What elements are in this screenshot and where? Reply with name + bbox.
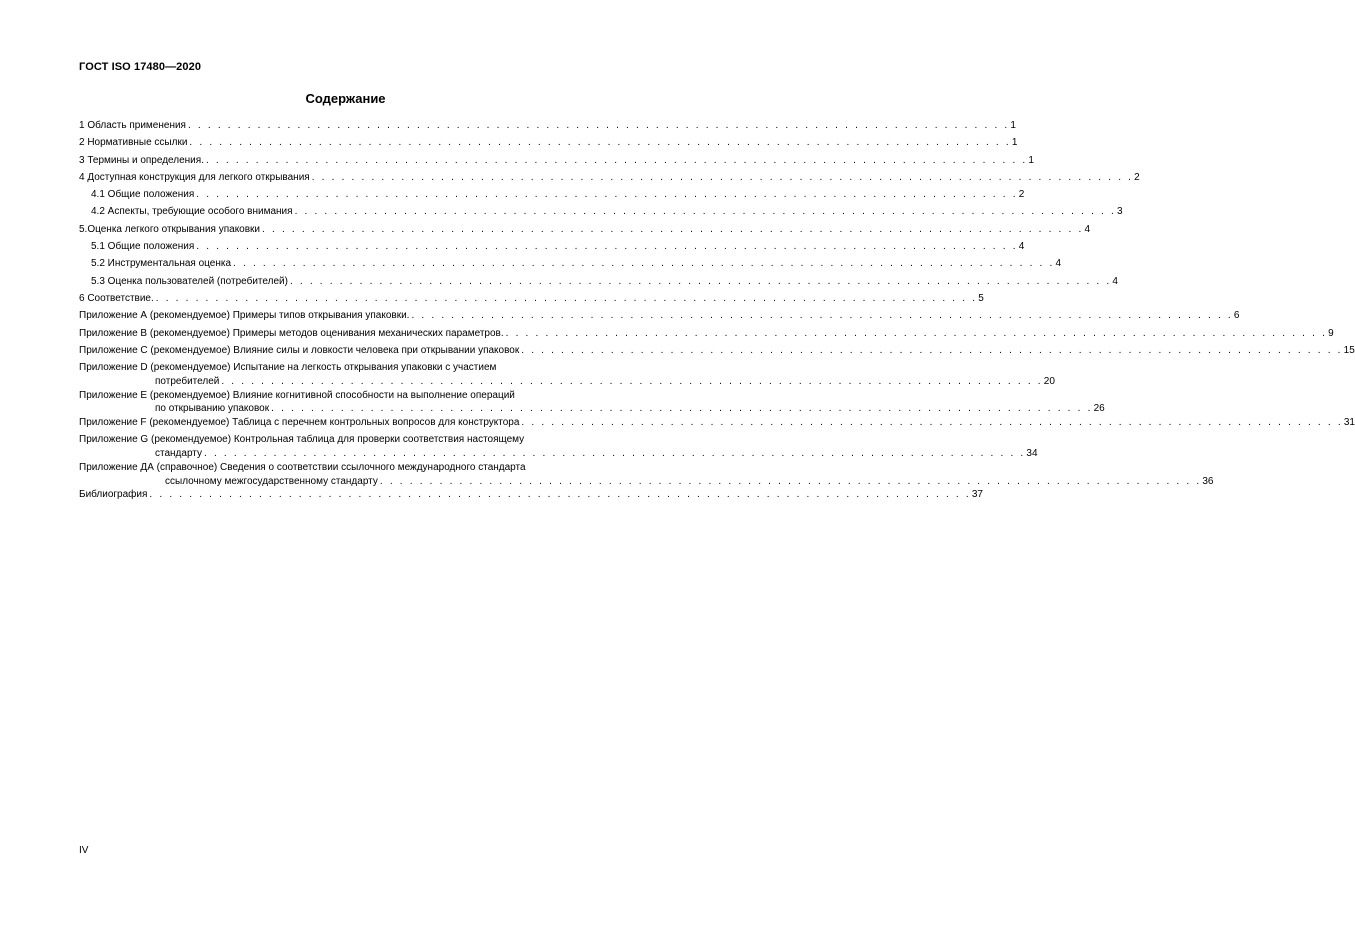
- toc-entry[interactable]: [79, 416, 1355, 433]
- table-of-contents: [79, 119, 1355, 506]
- toc-entry-page: 4: [1112, 275, 1118, 287]
- toc-entry-title: 6 Соответствие.: [79, 292, 154, 304]
- toc-entry-title: 4.2 Аспекты, требующие особого внимания: [91, 206, 293, 218]
- toc-entry-title: 4 Доступная конструкция для легкого открывания: [79, 171, 310, 183]
- toc-entry-page: 4: [1055, 258, 1062, 270]
- dot-leader: . . . . . . . . . . . . . . . . . . . . . . . . . . . . . . . . . . . . . . . . . . . . . . . . . . . . . . . . . . . . . . . . . . . . . . . . . . . . . . . . . . .: [289, 275, 1112, 287]
- toc-entry[interactable]: [79, 188, 1025, 205]
- toc-entry-title: Приложение D (рекомендуемое) Испытание на легкость открывания упаковки с участием: [79, 362, 497, 374]
- toc-entry[interactable]: [79, 119, 1016, 136]
- dot-leader: . . . . . . . . . . . . . . . . . . . . . . . . . . . . . . . . . . . . . . . . . . . . . . . . . . . . . . . . . . . . . . . . . . . . . . . . . . . . . . . . . . .: [262, 223, 1084, 235]
- toc-entry-page: 20: [1043, 375, 1055, 387]
- toc-entry[interactable]: [79, 361, 1055, 388]
- dot-leader: . . . . . . . . . . . . . . . . . . . . . . . . . . . . . . . . . . . . . . . . . . . . . . . . . . . . . . . . . . . . . . . . . . . . . . . . . . . . . . . . . . .: [521, 344, 1343, 356]
- toc-entry[interactable]: [79, 223, 1091, 240]
- dot-leader: . . . . . . . . . . . . . . . . . . . . . . . . . . . . . . . . . . . . . . . . . . . . . . . . . . . . . . . . . . . . . . . . . . . . . . . . . . . . . . . . . . .: [233, 258, 1055, 270]
- dot-leader: . . . . . . . . . . . . . . . . . . . . . . . . . . . . . . . . . . . . . . . . . . . . . . . . . . . . . . . . . . . . . . . . . . . . . . . . . . . . . . . . . . .: [187, 120, 1010, 131]
- toc-entry-title: по открыванию упаковок: [155, 403, 270, 415]
- toc-entry[interactable]: [79, 154, 1034, 171]
- toc-entry-title: Библиография: [79, 489, 148, 501]
- dot-leader: . . . . . . . . . . . . . . . . . . . . . . . . . . . . . . . . . . . . . . . . . . . . . . . . . . . . . . . . . . . . . . . . . . . . . . . . . . . . . . . . . . .: [271, 403, 1093, 415]
- toc-entry[interactable]: [79, 389, 1105, 416]
- toc-entry-title: 4.1 Общие положения: [91, 189, 195, 201]
- toc-entry-title: Приложение Е (рекомендуемое) Влияние когнитивной способности на выполнение операций: [79, 389, 515, 401]
- dot-leader: . . . . . . . . . . . . . . . . . . . . . . . . . . . . . . . . . . . . . . . . . . . . . . . . . . . . . . . . . . . . . . . . . . . . . . . . . . . . . . . . . . .: [411, 310, 1233, 322]
- dot-leader: . . . . . . . . . . . . . . . . . . . . . . . . . . . . . . . . . . . . . . . . . . . . . . . . . . . . . . . . . . . . . . . . . . . . . . . . . . . . . . . . . . .: [294, 206, 1116, 218]
- toc-entry-title: потребителей: [155, 375, 220, 387]
- toc-entry[interactable]: [79, 344, 1355, 361]
- dot-leader: . . . . . . . . . . . . . . . . . . . . . . . . . . . . . . . . . . . . . . . . . . . . . . . . . . . . . . . . . . . . . . . . . . . . . . . . . . . . . . . . . . .: [149, 489, 971, 501]
- toc-entry-page: 2: [1018, 189, 1025, 201]
- dot-leader: . . . . . . . . . . . . . . . . . . . . . . . . . . . . . . . . . . . . . . . . . . . . . . . . . . . . . . . . . . . . . . . . . . . . . . . . . . . . . . . . . . .: [311, 171, 1134, 183]
- toc-entry-page: 4: [1084, 223, 1091, 235]
- dot-leader: . . . . . . . . . . . . . . . . . . . . . . . . . . . . . . . . . . . . . . . . . . . . . . . . . . . . . . . . . . . . . . . . . . . . . . . . . . . . . . . . . . .: [189, 137, 1011, 149]
- dot-leader: . . . . . . . . . . . . . . . . . . . . . . . . . . . . . . . . . . . . . . . . . . . . . . . . . . . . . . . . . . . . . . . . . . . . . . . . . . . . . . . . . . .: [196, 241, 1018, 253]
- toc-entry-page: 37: [971, 489, 983, 501]
- toc-entry-page: 34: [1026, 448, 1038, 460]
- toc-entry-title: 5.1 Общие положения: [91, 241, 195, 253]
- toc-entry-title: Приложение F (рекомендуемое) Таблица с перечнем контрольных вопросов для конструктора: [79, 417, 520, 429]
- toc-entry-page: 6: [1233, 310, 1240, 322]
- toc-entry-title: Приложение С (рекомендуемое) Влияние силы и ловкости человека при открывании упаковок: [79, 344, 520, 356]
- dot-leader: . . . . . . . . . . . . . . . . . . . . . . . . . . . . . . . . . . . . . . . . . . . . . . . . . . . . . . . . . . . . . . . . . . . . . . . . . . . . . . . . . . .: [203, 448, 1026, 460]
- toc-entry[interactable]: [79, 461, 1214, 488]
- toc-entry[interactable]: [79, 205, 1123, 222]
- toc-entry-page: 1: [1011, 137, 1018, 149]
- toc-entry[interactable]: [79, 171, 1140, 188]
- toc-entry-page: 26: [1093, 403, 1105, 415]
- toc-entry[interactable]: [79, 309, 1240, 326]
- toc-entry-page: 15: [1343, 344, 1355, 356]
- toc-entry-title: Приложение В (рекомендуемое) Примеры методов оценивания механических параметров.: [79, 327, 504, 339]
- toc-entry-page: 3: [1117, 206, 1123, 218]
- dot-leader: . . . . . . . . . . . . . . . . . . . . . . . . . . . . . . . . . . . . . . . . . . . . . . . . . . . . . . . . . . . . . . . . . . . . . . . . . . . . . . . . . . .: [221, 375, 1043, 387]
- toc-entry-title: 2 Нормативные ссылки: [79, 137, 188, 149]
- toc-entry-page: 2: [1134, 171, 1140, 183]
- toc-entry-page: 5: [978, 292, 984, 304]
- toc-entry-title: Приложение А (рекомендуемое) Примеры типов открывания упаковки.: [79, 310, 410, 322]
- page-number: IV: [79, 845, 89, 856]
- toc-entry-page: 4: [1018, 241, 1025, 253]
- toc-entry-page: 36: [1202, 475, 1214, 487]
- toc-entry-title: 5.Оценка легкого открывания упаковки: [79, 223, 261, 235]
- toc-entry-title: 5.3 Оценка пользователей (потребителей): [91, 275, 288, 287]
- toc-entry[interactable]: [79, 275, 1118, 292]
- toc-entry-title: ссылочному межгосударственному стандарту: [165, 475, 378, 487]
- toc-entry-title: 1 Область применения: [79, 120, 186, 131]
- toc-entry-title: 3 Термины и определения.: [79, 154, 204, 166]
- toc-entry-page: 31: [1343, 417, 1355, 429]
- dot-leader: . . . . . . . . . . . . . . . . . . . . . . . . . . . . . . . . . . . . . . . . . . . . . . . . . . . . . . . . . . . . . . . . . . . . . . . . . . . . . . . . . . .: [521, 417, 1343, 429]
- toc-entry[interactable]: [79, 240, 1025, 257]
- toc-entry[interactable]: [79, 433, 1038, 460]
- toc-entry[interactable]: [79, 257, 1062, 274]
- toc-entry-page: 1: [1028, 154, 1034, 166]
- toc-entry[interactable]: [79, 488, 983, 505]
- toc-entry-page: 9: [1328, 327, 1334, 339]
- toc-entry-title: Приложение ДА (справочное) Сведения о соответствии ссылочного международного стандарта: [79, 461, 526, 473]
- toc-entry[interactable]: [79, 292, 984, 309]
- dot-leader: . . . . . . . . . . . . . . . . . . . . . . . . . . . . . . . . . . . . . . . . . . . . . . . . . . . . . . . . . . . . . . . . . . . . . . . . . . . . . . . . . . .: [205, 154, 1028, 166]
- dot-leader: . . . . . . . . . . . . . . . . . . . . . . . . . . . . . . . . . . . . . . . . . . . . . . . . . . . . . . . . . . . . . . . . . . . . . . . . . . . . . . . . . . .: [196, 189, 1018, 201]
- toc-entry[interactable]: [79, 327, 1334, 344]
- toc-entry-title: стандарту: [155, 448, 202, 460]
- page-title: Содержание: [305, 91, 386, 106]
- toc-entry-page: 1: [1010, 120, 1016, 131]
- toc-entry[interactable]: [79, 136, 1018, 153]
- toc-entry-title: 5.2 Инструментальная оценка: [91, 258, 232, 270]
- document-header: ГОСТ ISO 17480—2020: [79, 61, 202, 73]
- dot-leader: . . . . . . . . . . . . . . . . . . . . . . . . . . . . . . . . . . . . . . . . . . . . . . . . . . . . . . . . . . . . . . . . . . . . . . . . . . . . . . . . . . .: [505, 327, 1328, 339]
- dot-leader: . . . . . . . . . . . . . . . . . . . . . . . . . . . . . . . . . . . . . . . . . . . . . . . . . . . . . . . . . . . . . . . . . . . . . . . . . . . . . . . . . . .: [379, 475, 1202, 487]
- dot-leader: . . . . . . . . . . . . . . . . . . . . . . . . . . . . . . . . . . . . . . . . . . . . . . . . . . . . . . . . . . . . . . . . . . . . . . . . . . . . . . . . . . .: [155, 292, 978, 304]
- toc-entry-title: Приложение G (рекомендуемое) Контрольная таблица для проверки соответствия настоящему: [79, 434, 525, 446]
